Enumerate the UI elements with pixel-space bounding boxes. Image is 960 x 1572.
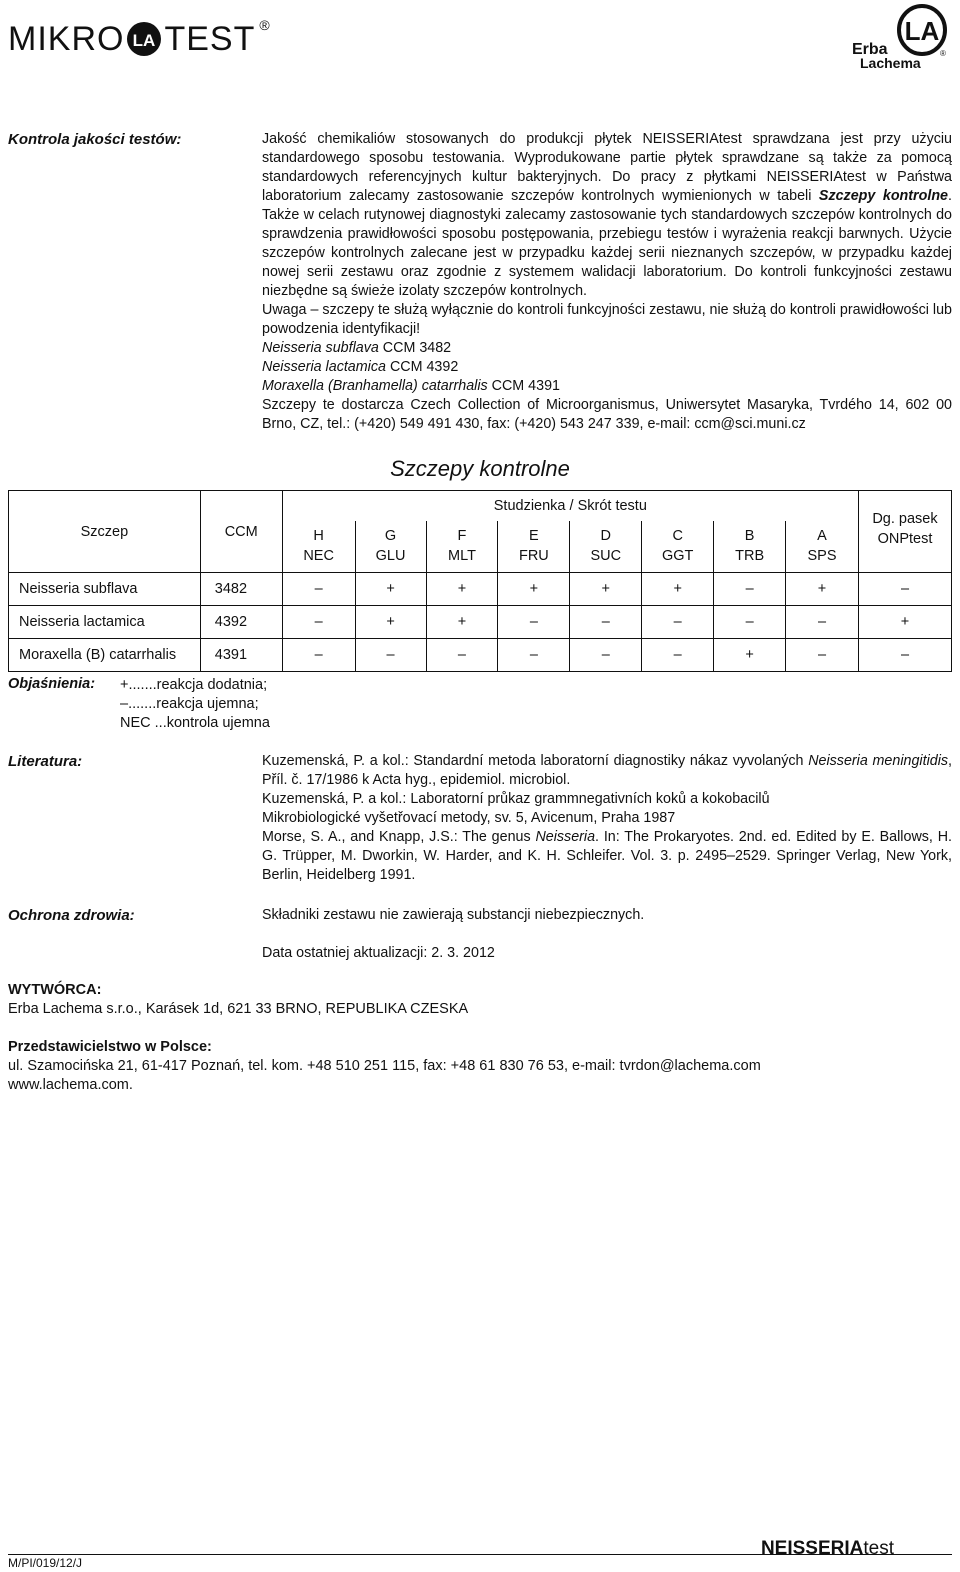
product-name [761, 1538, 894, 1560]
well-letter: B [744, 528, 755, 545]
well-letter: C [672, 528, 683, 545]
result-cell: – [570, 606, 642, 639]
explanation-item: NEC ...kontrola ujemna [120, 715, 270, 731]
qc-text-b: . Także w celach rutynowej diagnostyki zalecamy zastosowanie tych standardowych szczepów kontrolnych do sprawdzenia prawidłowości sposobu postępowania, przebiegu testów i wyrażenia reakcji barwnych. Użycie szczepów kontrolnych zalecane jest w przypadku każdej serii nieznanych szczepów, w przypadku każdej nowej serii zestawu oraz zgodnie z systemem walidacji laboratorium. Do kontroli funkcyjności zestawu niezbędne są świeże izolaty szczepów kontrolnych. [262, 188, 952, 299]
result-cell: – [858, 639, 951, 672]
health-text: Składniki zestawu nie zawierają substancji niebezpiecznych. [262, 907, 645, 923]
result-cell: + [426, 573, 498, 606]
well-abbr: SPS [807, 548, 837, 565]
result-cell: + [642, 573, 714, 606]
well-letter: A [817, 528, 827, 545]
ref-text: . In: The Prokaryotes. 2nd. ed. Edited by E. Ballows, H. G. Trüpper, M. Dworkin, W. Harder, and K. H. Schleifer. Vol. 3. p. 2495–2529. Springer Verlag, New York, Berlin, Heidelberg 1991. [262, 829, 952, 883]
result-cell: + [498, 573, 570, 606]
strain-code: CCM 4391 [491, 378, 560, 394]
explanation-item: –.......reakcja ujemna; [120, 696, 259, 712]
header-ccm: CCM [200, 491, 282, 573]
reference-item: Mikrobiologické vyšetřovací metody, sv. 5, Avicenum, Praha 1987 [262, 810, 676, 826]
literature-body [262, 752, 952, 885]
table-row [9, 639, 952, 672]
well-header [426, 521, 498, 573]
strain-name: Neisseria subflava [262, 340, 379, 356]
result-cell: + [858, 606, 951, 639]
well-letter: F [457, 528, 467, 545]
table-row [9, 573, 952, 606]
row-ccm: 3482 [200, 573, 282, 606]
dg-pasek-line2: ONPtest [877, 531, 933, 547]
result-cell: – [498, 606, 570, 639]
ref-text: Morse, S. A., and Knapp, J.S.: The genus [262, 829, 536, 845]
well-abbr: GGT [661, 548, 694, 565]
well-header [642, 521, 714, 573]
result-cell: + [570, 573, 642, 606]
logo-mark-text: LA [133, 31, 156, 50]
ref-text: , Příl. č. 17/1986 k Acta hyg., epidemiol. microbiol. [262, 753, 953, 788]
quality-control-paragraph [262, 130, 952, 301]
well-letter: E [529, 528, 539, 545]
erba-logo-reg: ® [940, 49, 946, 58]
well-header [570, 521, 642, 573]
erba-logo-mark: LA [904, 16, 940, 46]
erba-logo-line1: Erba [852, 41, 888, 58]
quality-control-label: Kontrola jakości testów: [8, 131, 182, 148]
registered-mark: ® [259, 17, 270, 33]
product-name-bold: NEISSERIA [760, 1538, 864, 1559]
row-strain: Neisseria subflava [9, 573, 201, 606]
well-abbr: SUC [590, 548, 622, 565]
row-strain: Moraxella (B) catarrhalis [9, 639, 201, 672]
manufacturer-label: WYTWÓRCA: [8, 982, 102, 998]
qc-text-a: Jakość chemikaliów stosowanych do produkcji płytek NEISSERIAtest sprawdzana jest przy użyciu standardowego sposobu testowania. Wyprodukowane partie płytek sprawdzane są także za pomocą standardowych referencyjnych kultur bakteryjnych. Do pracy z płytkami NEISSERIAtest w Państwa laboratorium zalecamy zastosowanie szczepów kontrolnych wymienionych w tabeli [262, 131, 952, 204]
result-cell: – [786, 606, 859, 639]
strain-line [262, 339, 952, 358]
well-letter: G [384, 528, 397, 545]
mikrolatest-logo [8, 14, 270, 64]
control-strains-table [8, 490, 952, 672]
health-label: Ochrona zdrowia: [8, 907, 135, 924]
ref-italic: Neisseria [535, 829, 596, 845]
well-header [282, 521, 355, 573]
result-cell: + [714, 639, 786, 672]
reference-item [262, 828, 952, 885]
result-cell: – [282, 573, 355, 606]
reference-item [262, 752, 952, 790]
result-cell: – [714, 606, 786, 639]
representative-line2: www.lachema.com. [8, 1077, 133, 1093]
qc-warning: Uwaga – szczepy te służą wyłącznie do kontroli funkcyjności zestawu, nie służą do kontroli prawidłowości lub powodzenia identyfikacji! [262, 302, 952, 337]
manufacturer-text: Erba Lachema s.r.o., Karásek 1d, 621 33 BRNO, REPUBLIKA CZESKA [8, 1001, 469, 1017]
table-row [9, 606, 952, 639]
strain-name: Neisseria lactamica [262, 359, 386, 375]
well-header [786, 521, 859, 573]
result-cell: – [570, 639, 642, 672]
result-cell: – [858, 573, 951, 606]
product-name-rest: test [863, 1538, 894, 1559]
strain-code: CCM 3482 [382, 340, 452, 356]
result-cell: – [282, 606, 355, 639]
strain-code: CCM 4392 [389, 359, 459, 375]
well-abbr: GLU [375, 548, 406, 565]
result-cell: – [498, 639, 570, 672]
erba-lachema-logo [850, 4, 950, 70]
logo-word-test: TEST [164, 19, 256, 58]
well-header [355, 521, 426, 573]
header-dg-pasek [858, 491, 951, 573]
result-cell: – [714, 573, 786, 606]
well-abbr: NEC [303, 548, 334, 565]
well-header [498, 521, 570, 573]
well-letter: D [600, 528, 612, 545]
result-cell: + [355, 606, 426, 639]
well-header [714, 521, 786, 573]
result-cell: – [642, 606, 714, 639]
ref-italic: Neisseria meningitidis [808, 753, 949, 769]
erba-logo-line2: Lachema [860, 55, 921, 70]
qc-table-ref: Szczepy kontrolne [818, 188, 949, 204]
result-cell: + [426, 606, 498, 639]
dg-pasek-line1: Dg. pasek [872, 511, 938, 527]
well-letter: H [313, 528, 324, 545]
document-code: M/PI/019/12/J [8, 1556, 83, 1570]
result-cell: – [786, 639, 859, 672]
result-cell: – [426, 639, 498, 672]
representative-label: Przedstawicielstwo w Polsce: [8, 1039, 212, 1055]
result-cell: + [786, 573, 859, 606]
supplier-info: Szczepy te dostarcza Czech Collection of Microorganismus, Uniwersytet Masaryka, Tvrdého 14, 602 00 Brno, CZ, tel.: (+420) 549 491 430, fax: (+420) 543 247 339, e-mail: ccm@sci.muni.cz [262, 397, 952, 432]
result-cell: – [355, 639, 426, 672]
explanation-item: +.......reakcja dodatnia; [120, 677, 268, 693]
result-cell: – [642, 639, 714, 672]
row-ccm: 4392 [200, 606, 282, 639]
result-cell: + [355, 573, 426, 606]
header-strain: Szczep [9, 491, 201, 573]
literature-label: Literatura: [8, 753, 83, 770]
strain-line [262, 377, 952, 396]
strain-line [262, 358, 952, 377]
representative-line1: ul. Szamocińska 21, 61-417 Poznań, tel. kom. +48 510 251 115, fax: +48 61 830 76 53, e-mail: tvrdon@lachema.com [8, 1058, 761, 1074]
explanations-list [120, 676, 270, 733]
row-strain: Neisseria lactamica [9, 606, 201, 639]
la-circle-logo-icon [126, 21, 162, 57]
row-ccm: 4391 [200, 639, 282, 672]
header-well-group: Studzienka / Skrót testu [282, 491, 858, 521]
update-date: Data ostatniej aktualizacji: 2. 3. 2012 [262, 945, 495, 961]
logo-word-mikro: MIKRO [8, 19, 125, 58]
strain-name: Moraxella (Branhamella) catarrhalis [262, 378, 488, 394]
table-title: Szczepy kontrolne [390, 456, 570, 481]
well-abbr: MLT [448, 548, 476, 565]
reference-item: Kuzemenská, P. a kol.: Laboratorní průkaz grammnegativních koků a kokobacilů [262, 791, 770, 807]
well-abbr: FRU [518, 548, 549, 565]
quality-control-body [262, 130, 952, 434]
well-abbr: TRB [735, 548, 765, 565]
explanations-label: Objaśnienia: [8, 676, 96, 692]
result-cell: – [282, 639, 355, 672]
ref-text: Kuzemenská, P. a kol.: Standardní metoda laboratorní diagnostiky nákaz vyvolaných [262, 753, 809, 769]
